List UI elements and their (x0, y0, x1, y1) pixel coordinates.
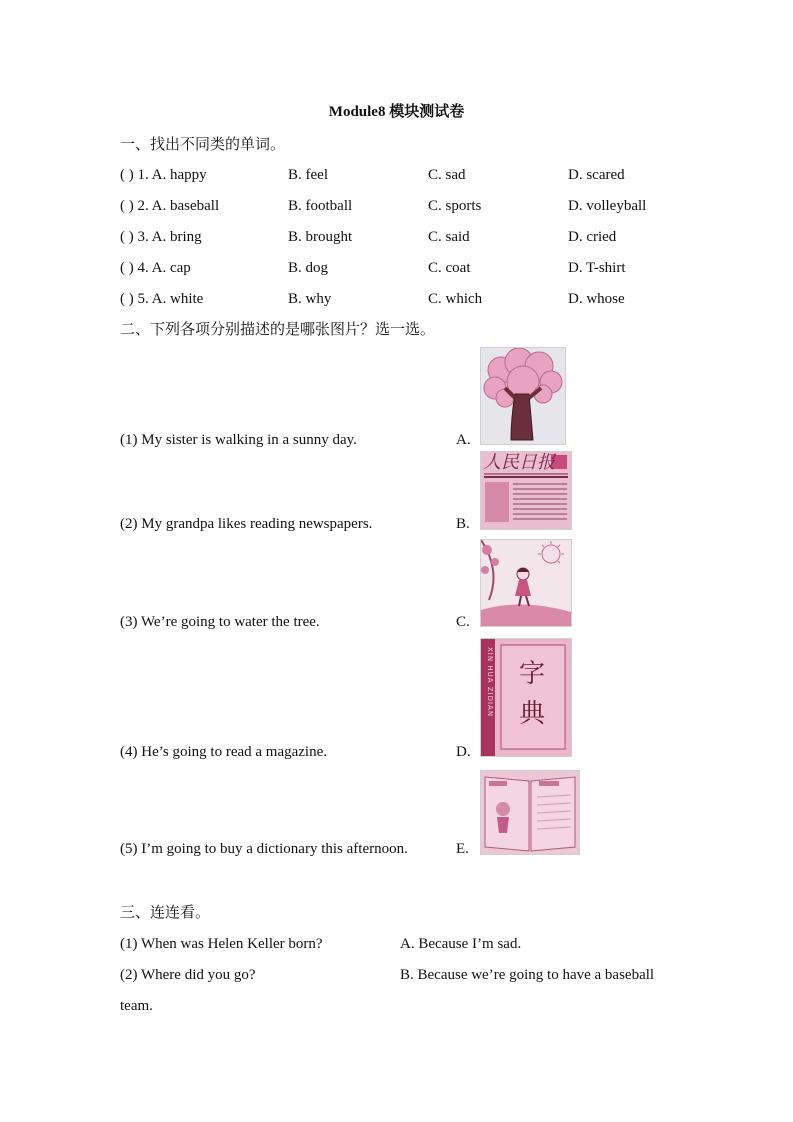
dictionary-char-2: 典 (519, 699, 546, 729)
dictionary-icon (481, 639, 571, 756)
q2-option-d: D. volleyball (568, 198, 647, 214)
picture-label-e: E. (456, 841, 469, 857)
sunny-walk-icon (481, 540, 571, 626)
picture-b-newspaper (480, 451, 572, 530)
q4-option-d: D. T-shirt (568, 260, 626, 276)
picture-e-magazine (480, 770, 580, 855)
q1-option-c: C. sad (428, 167, 466, 183)
sentence-1: (1) My sister is walking in a sunny day. (120, 432, 357, 448)
q2-option-b: B. football (288, 198, 353, 214)
q1-option-a: ( ) 1. A. happy (120, 167, 207, 183)
dictionary-spine: XIN HUA ZIDIAN (486, 647, 494, 718)
sentence-5: (5) I’m going to buy a dictionary this afternoon. (120, 841, 408, 857)
match-answer-b: B. Because we’re going to have a baseball (400, 967, 655, 983)
sentence-4: (4) He’s going to read a magazine. (120, 744, 328, 760)
match-question-1: (1) When was Helen Keller born? (120, 936, 323, 952)
picture-label-d: D. (456, 744, 471, 760)
q2-option-c: C. sports (428, 198, 482, 214)
q3-option-c: C. said (428, 229, 470, 245)
dictionary-char-1: 字 (519, 659, 546, 689)
picture-label-a: A. (456, 432, 471, 448)
q3-option-d: D. cried (568, 229, 617, 245)
match-answer-a: A. Because I’m sad. (400, 936, 522, 952)
picture-a-tree (480, 347, 566, 445)
tree-icon (481, 348, 565, 444)
picture-label-c: C. (456, 614, 470, 630)
picture-c-sunny-walk (480, 539, 572, 627)
picture-d-dictionary (480, 638, 572, 757)
sentence-3: (3) We’re going to water the tree. (120, 614, 320, 630)
q3-option-a: ( ) 3. A. bring (120, 229, 202, 245)
q5-option-d: D. whose (568, 291, 625, 307)
section-3-heading: 三、连连看。 (120, 905, 211, 921)
q5-option-b: B. why (288, 291, 332, 307)
q5-option-c: C. which (428, 291, 483, 307)
newspaper-masthead: 人民日报 (483, 452, 555, 473)
q4-option-c: C. coat (428, 260, 471, 276)
q1-option-d: D. scared (568, 167, 625, 183)
q2-option-a: ( ) 2. A. baseball (120, 198, 220, 214)
section-1-heading: 一、找出不同类的单词。 (120, 137, 286, 153)
magazine-icon (481, 771, 579, 854)
sentence-2: (2) My grandpa likes reading newspapers. (120, 516, 373, 532)
q4-option-a: ( ) 4. A. cap (120, 260, 191, 276)
q3-option-b: B. brought (288, 229, 353, 245)
match-answer-b-continuation: team. (120, 998, 153, 1014)
picture-label-b: B. (456, 516, 470, 532)
q5-option-a: ( ) 5. A. white (120, 291, 204, 307)
page-title: Module8 模块测试卷 (328, 104, 465, 120)
section-2-heading: 二、下列各项分别描述的是哪张图片？选一选。 (120, 322, 436, 338)
q1-option-b: B. feel (288, 167, 328, 183)
match-question-2: (2) Where did you go? (120, 967, 256, 983)
q4-option-b: B. dog (288, 260, 329, 276)
